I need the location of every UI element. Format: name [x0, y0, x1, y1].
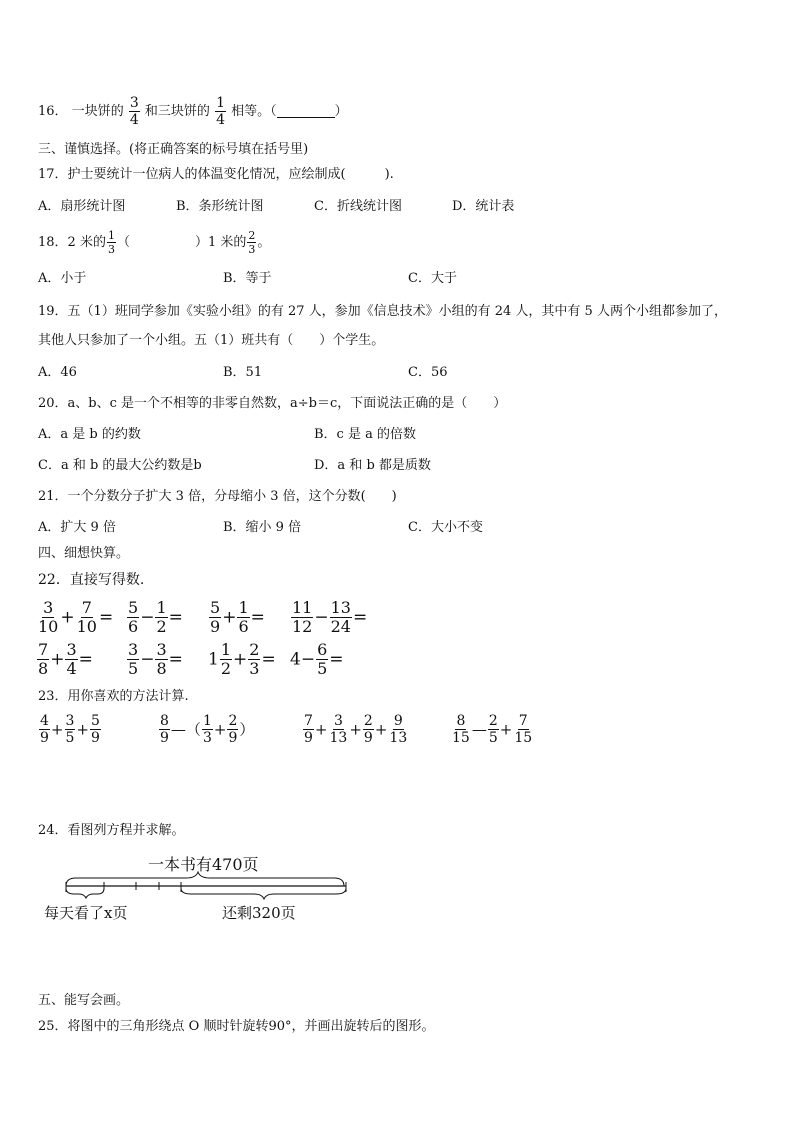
remaining-pages-label: 还剩320页 [222, 904, 296, 922]
q21-option-b[interactable]: B．缩小 9 倍 [223, 520, 302, 535]
section-heading-3: 三、谨慎选择。(将正确答案的标号填在括号里) [38, 142, 309, 157]
top-brace [66, 872, 344, 886]
remaining-brace [181, 888, 346, 899]
q18-option-c[interactable]: C．大于 [408, 271, 457, 286]
question-19-line1: 19．五（1）班同学参加《实验小组》的有 27 人，参加《信息技术》小组的有 24 人，其中有 5 人两个小组都参加了， [38, 304, 727, 319]
q20-option-c[interactable]: C．a 和 b 的最大公约数是b [38, 458, 202, 473]
q23-calc-2: $\frac{8}{9}$ —（ $\frac{1}{3}$ + $\frac{2}{9}$ ） [160, 713, 255, 746]
question-25: 25．将图中的三角形绕点 O 顺时针旋转90°，并画出旋转后的图形。 [38, 1019, 435, 1034]
q21-option-c[interactable]: C．大小不变 [408, 520, 483, 535]
question-22-title: 22．直接写得数. [38, 572, 145, 588]
q20-option-b[interactable]: B．c 是 a 的倍数 [314, 427, 416, 442]
q23-calc-3: $\frac{7}{9}$ + $\frac{3}{13}$ + $\frac{2}{9}$ + $\frac{9}{13}$ [304, 713, 408, 746]
question-20-stem: 20．a、b、c 是一个不相等的非零自然数，a÷b＝c，下面说法正确的是（ ） [38, 396, 507, 411]
q21-option-a[interactable]: A．扩大 9 倍 [38, 520, 116, 535]
q19-option-b[interactable]: B．51 [223, 365, 263, 380]
q20-option-d[interactable]: D．a 和 b 都是质数 [314, 458, 431, 473]
q17-option-d[interactable]: D．统计表 [452, 199, 515, 214]
question-24-title: 24．看图列方程并求解。 [38, 823, 185, 838]
q17-option-b[interactable]: B．条形统计图 [176, 199, 264, 214]
q22-expr-6: $\frac{3}{5}$ − $\frac{3}{8}$ = [128, 640, 183, 678]
question-21-stem: 21．一个分数分子扩大 3 倍，分母缩小 3 倍，这个分数( ) [38, 489, 397, 504]
answer-blank[interactable] [277, 105, 335, 118]
question-17-stem: 17．护士要统计一位病人的体温变化情况，应绘制成( ). [38, 167, 394, 182]
q23-calc-4: $\frac{8}{15}$ — $\frac{2}{5}$ + $\frac{7}{15}$ [452, 713, 533, 746]
question-16: 16． 一块饼的 $\frac{3}{4}$ 和三块饼的 $\frac{1}{4}$ 相等。（ ） [38, 95, 348, 128]
fraction: $\frac{2}{3}$ [248, 229, 256, 256]
q18-option-b[interactable]: B．等于 [223, 271, 272, 286]
q20-option-a[interactable]: A．a 是 b 的约数 [38, 427, 141, 442]
q18-option-a[interactable]: A．小于 [38, 271, 87, 286]
question-23-title: 23．用你喜欢的方法计算. [38, 689, 189, 704]
q22-expr-3: $\frac{5}{9}$ + $\frac{1}{6}$ = [210, 598, 265, 636]
q22-expr-5: $\frac{7}{8}$ + $\frac{3}{4}$ = [38, 640, 93, 678]
fraction: $\frac{1}{3}$ [107, 229, 115, 256]
q19-option-a[interactable]: A．46 [38, 365, 77, 380]
q17-option-a[interactable]: A．扇形统计图 [38, 199, 126, 214]
q22-expr-7: 1 $\frac{1}{2}$ + $\frac{2}{3}$ = [208, 640, 276, 678]
q23-calc-1: $\frac{4}{9}$ + $\frac{3}{5}$ + $\frac{5}{9}$ [40, 713, 100, 746]
fraction: $\frac{3}{4}$ [129, 95, 139, 128]
section-heading-4: 四、细想快算。 [38, 546, 130, 561]
section-heading-5: 五、能写会画。 [38, 993, 130, 1008]
book-pages-diagram [36, 852, 356, 928]
total-pages-label: 一本书有470页 [148, 855, 259, 874]
q22-expr-8: 4− $\frac{6}{5}$ = [290, 640, 344, 678]
q22-expr-4: $\frac{11}{12}$ − $\frac{13}{24}$ = [292, 598, 368, 636]
q17-option-c[interactable]: C．折线统计图 [314, 199, 402, 214]
q22-expr-1: $\frac{3}{10}$ + $\frac{7}{10}$ = [38, 598, 114, 636]
question-18-stem: 18．2 米的 $\frac{1}{3}$ （ ）1 米的 $\frac{2}{3}$ 。 [38, 229, 271, 256]
question-number: 16． [38, 104, 68, 119]
fraction: $\frac{1}{4}$ [216, 95, 225, 128]
q22-expr-2: $\frac{5}{6}$ − $\frac{1}{2}$ = [128, 598, 183, 636]
daily-pages-label: 每天看了x页 [44, 904, 128, 922]
question-19-line2: 其他人只参加了一个小组。五（1）班共有（ ）个学生。 [38, 333, 385, 348]
q19-option-c[interactable]: C．56 [408, 365, 448, 380]
daily-brace [66, 888, 104, 898]
